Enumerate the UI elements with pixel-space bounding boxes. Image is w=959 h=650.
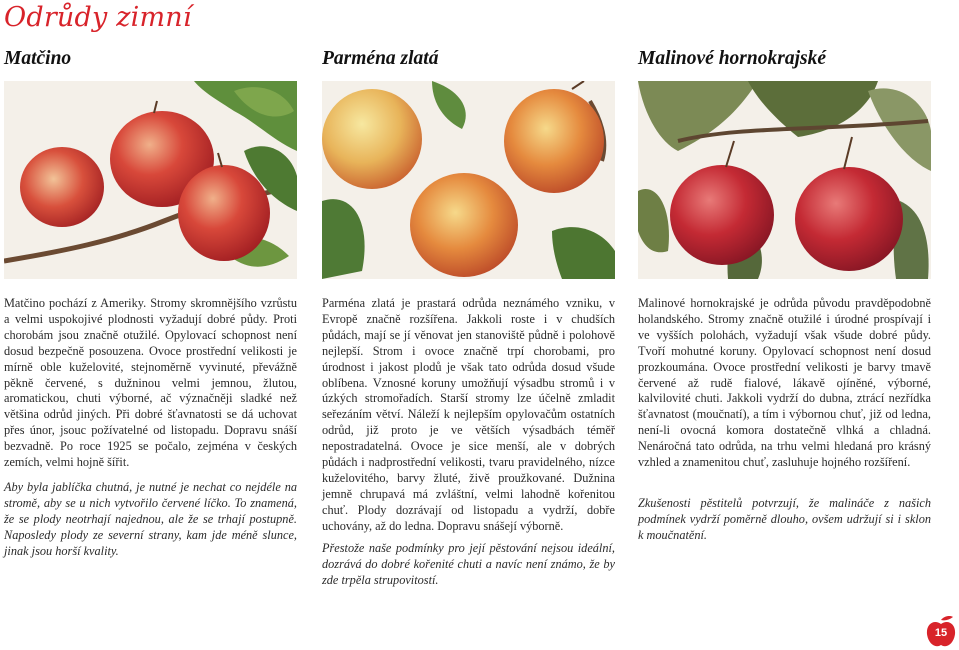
- variety-column-malinove: [638, 48, 931, 542]
- variety-note: Aby byla jablíčka chutná, je nutné je nechat co nejdéle na stromě, aby se u nich vytvořilo červené líčko. To znamená, že se plody neotrhají najednou, ale že se trhají postupně. Naposledy plody ze severní strany, kam jde méně slunce, jinak jsou horší kvality.: [4, 480, 297, 558]
- page-number-badge: [926, 614, 956, 648]
- variety-name: Matčino: [4, 48, 72, 69]
- variety-note: Zkušenosti pěstitelů potvrzují, že malináče z našich podmínek vydrží poměrně dlouho, ovšem udržují si i sklon k moučnatění.: [638, 496, 931, 542]
- variety-description: Matčino pochází z Ameriky. Stromy skromnějšího vzrůstu a velmi uspokojivé plodnosti vyžadují dobré půdy. Proti chorobám jsou značně otužilé. Opylovací schopnost není dosud bezpečně posouzena. Ovoce prostřední velikosti je mírně oble kuželovité, stejnoměrně vyvinuté, převážně pěkně červené, s dužninou velmi jemnou, žlutou, aromatickou, chuti výborné, ač význačněji sladké než většina odrůd jiných. Při dobré šťavnatosti se dá uchovat přes únor, jsouc požívatelné od listopadu. Dopravu snáší bezvadně. Po roce 1925 se počalo, zejména v českých zemích, velmi hojně šířit.: [4, 296, 297, 470]
- page-number: 15: [934, 627, 948, 639]
- variety-column-matcino: [4, 48, 297, 558]
- variety-description: Malinové hornokrajské je odrůda původu pravděpodobně holandského. Stromy značně otužilé i úrodné prospívají i ve vyšších polohách, vyžadují však všude dobré půdy. Tvoří mohutné koruny. Opylovací schopnost není dosud prozkoumána. Ovoce prostřední velikosti je barvy tmavě červené až rudě fialové, lákavě ojíněné, výborné, kalvilovité chuti. Jakkoli vydrží do dubna, ztrácí nezřídka šťavnatost (moučnatí), a tím i výbornou chuť, již od ledna, není-li ovocná komora dostatečně vlhká a chladná. Nenáročná tato odrůda, na trhu velmi hledaná pro krásný vzhled a znamenitou chuť, zasluhuje hojného rozšíření.: [638, 296, 931, 470]
- apple-illustration-malinove: [638, 81, 931, 279]
- variety-name: Malinové hornokrajské: [638, 48, 826, 69]
- variety-name: Parména zlatá: [322, 48, 439, 69]
- page-title: Odrůdy zimní: [4, 2, 192, 33]
- variety-description: Parména zlatá je prastará odrůda neznámého vzniku, v Evropě značně rozšířena. Jakkoli roste i v chudších půdách, mají se jí věnovat jen stanoviště půdně i polohově nejlepší. Strom i ovoce značně trpí chorobami, pro úrodnost i jakost plodů je však tato odrůda dosud všude oblíbena. Vznosné koruny umožňují výsadbu stromů i v úzkých stromořadích. Starší stromy lze účelně zmladit seřezáním větví. Náleží k nejlepším opylovačům ostatních odrůd, již proto je ve větších výsadbách téměř nepostradatelná. Ovoce je sice menší, ale v dobrých půdách i nadprostřední velikosti, tvaru pravidelného, nízce kuželovitého, barvy žluté, živě proužkované. Dužnina jemně chrupavá má zvláštní, velmi lahodně kořenitou chuť. Plody dozrávají od listopadu a vydrží, dobře uchovány, až do ledna. Dopravu snášejí výborně.: [322, 296, 615, 533]
- variety-column-parmena: [322, 48, 615, 587]
- apple-illustration-parmena: [322, 81, 615, 279]
- apple-illustration-matcino: [4, 81, 297, 279]
- variety-note: Přestože naše podmínky pro její pěstování nejsou ideální, dozrává do dobré kořenité chuti a navíc není známo, že by zde trpěla strupovitostí.: [322, 541, 615, 587]
